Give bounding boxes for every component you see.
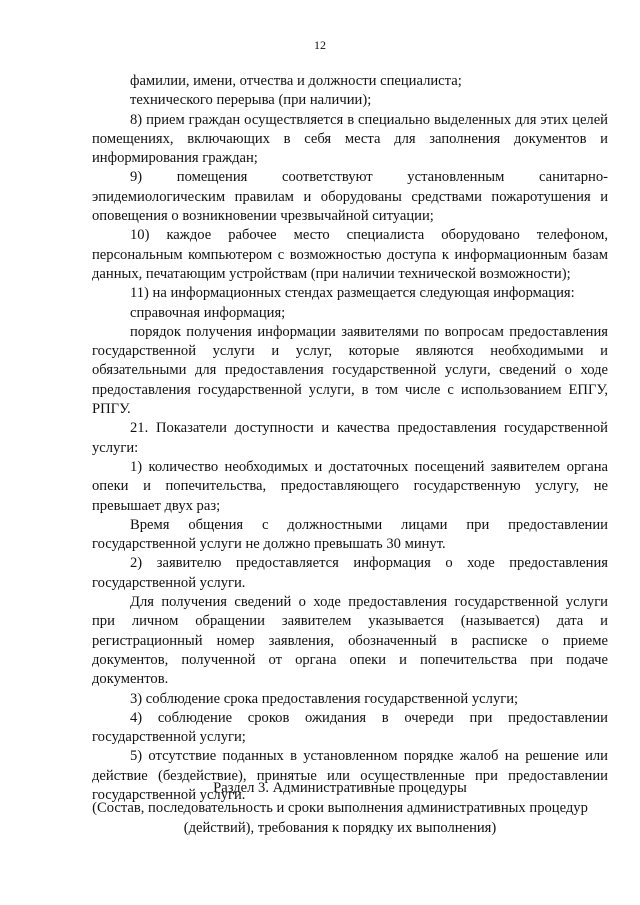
- paragraph: порядок получения информации заявителями по вопросам предоставления государственной услуги и услуг, которые являются необходимыми и обязательными для предоставления государственной услуги, сведений о ходе предоставления государственной услуги, в том числе с использованием ЕПГУ, РПГУ.: [92, 323, 608, 418]
- section-heading: [60, 778, 620, 838]
- paragraph: 4) соблюдение сроков ожидания в очереди при предоставлении государственной услуги;: [92, 709, 608, 746]
- paragraph: справочная информация;: [130, 304, 286, 321]
- section-subtitle: (Состав, последовательность и сроки выполнения административных процедур: [92, 800, 588, 816]
- paragraph: фамилии, имени, отчества и должности специалиста;: [130, 73, 462, 89]
- section-subtitle: (действий), требования к порядку их выполнения): [183, 820, 497, 836]
- paragraph: 8) прием граждан осуществляется в специально выделенных для этих целей помещениях, включающих в себя места для заполнения документов и информирования граждан;: [92, 111, 608, 167]
- paragraph: 11) на информационных стендах размещается следующая информация:: [130, 285, 575, 302]
- paragraph: Время общения с должностными лицами при предоставлении государственной услуги не должно превышать 30 минут.: [92, 516, 608, 553]
- page-number: 12: [314, 38, 326, 52]
- paragraph: Для получения сведений о ходе предоставления государственной услуги при личном обращении заявителем указывается (называется) дата и регистрационный номер заявления, обозначенный в расписке о приеме документов, полученной от органа опеки и попечительства при подаче документов.: [92, 594, 608, 688]
- paragraph: технического перерыва (при наличии);: [130, 92, 372, 109]
- paragraph: 21. Показатели доступности и качества предоставления государственной услуги:: [92, 420, 608, 456]
- paragraph: 2) заявителю предоставляется информация о ходе предоставления государственной услуги.: [92, 555, 608, 591]
- paragraph: 5) отсутствие поданных в установленном порядке жалоб на решение или действие (бездействие), принятые или осуществленные при предоставлении государственной услуги.: [92, 748, 608, 803]
- section-title: Раздел 3. Административные процедуры: [213, 780, 467, 796]
- paragraph: 10) каждое рабочее место специалиста оборудовано телефоном, персональным компьютером с возможностью доступа к информационным базам данных, печатающим устройствам (при наличии технической возможности);: [92, 227, 608, 282]
- body-text: [92, 72, 608, 805]
- paragraph: 3) соблюдение срока предоставления государственной услуги;: [130, 690, 519, 707]
- paragraph: 1) количество необходимых и достаточных посещений заявителем органа опеки и попечительства, предоставляющего государственную услугу, не превышает двух раз;: [92, 458, 608, 514]
- paragraph: 9) помещения соответствуют установленным санитарно-эпидемиологическим правилам и оборудованы средствами пожаротушения и оповещения о возникновении чрезвычайной ситуации;: [92, 169, 608, 225]
